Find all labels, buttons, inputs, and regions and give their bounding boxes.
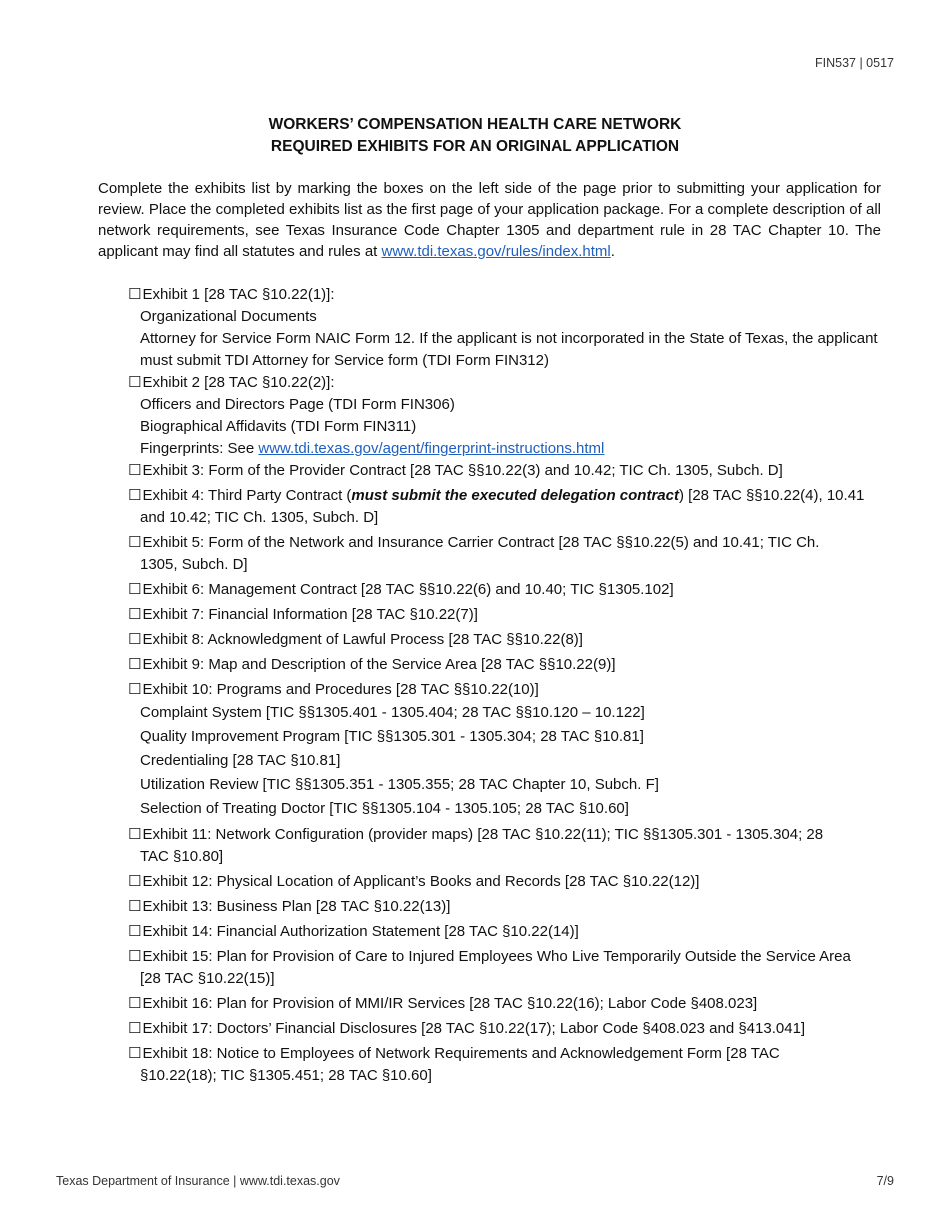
exhibit-5-continuation: 1305, Subch. D] — [140, 556, 248, 573]
exhibit-1 — [128, 284, 888, 372]
exhibit-18-checkbox[interactable]: ☐ — [128, 1045, 142, 1062]
exhibit-18-continuation: §10.22(18); TIC §1305.451; 28 TAC §10.60] — [140, 1067, 432, 1084]
exhibit-4-continuation: and 10.42; TIC Ch. 1305, Subch. D] — [140, 509, 379, 526]
exhibit-15-label: Exhibit 15: Plan for Provision of Care to Injured Employees Who Live Temporarily Outside the Service Area — [142, 948, 851, 965]
rules-link[interactable]: www.tdi.texas.gov/rules/index.html — [381, 243, 611, 260]
document-title — [0, 114, 950, 158]
exhibit-3-label: Exhibit 3: Form of the Provider Contract [28 TAC §§10.22(3) and 10.42; TIC Ch. 1305, Subch. D] — [142, 462, 783, 479]
intro-text: Complete the exhibits list by marking the boxes on the left side of the page prior to submitting your application for review. Place the completed exhibits list as the first page of your application package. For a complete description of all network requirements, see Texas Insurance Code Chapter 1305 and department rule in 28 TAC Chapter 10. The applicant may find all statutes and rules at — [98, 180, 881, 260]
exhibit-1-sub-item: Attorney for Service Form NAIC Form 12. If the applicant is not incorporated in the State of Texas, the applicant must submit TDI Attorney for Service form (TDI Form FIN312) — [140, 330, 878, 369]
exhibit-16-label: Exhibit 16: Plan for Provision of MMI/IR Services [28 TAC §10.22(16); Labor Code §408.023] — [142, 995, 758, 1012]
exhibit-7-checkbox[interactable]: ☐ — [128, 606, 142, 623]
exhibit-4 — [128, 485, 888, 529]
exhibit-5-checkbox[interactable]: ☐ — [128, 534, 142, 551]
exhibit-8-checkbox[interactable]: ☐ — [128, 631, 142, 648]
exhibit-18-label: Exhibit 18: Notice to Employees of Network Requirements and Acknowledgement Form [28 TAC — [142, 1045, 780, 1062]
exhibit-11-label: Exhibit 11: Network Configuration (provider maps) [28 TAC §10.22(11); TIC §§1305.301 - 1305.304; 28 — [142, 826, 824, 843]
exhibit-10-sub-item: Utilization Review [TIC §§1305.351 - 1305.355; 28 TAC Chapter 10, Subch. F] — [140, 776, 659, 793]
exhibit-12-label: Exhibit 12: Physical Location of Applicant’s Books and Records [28 TAC §10.22(12)] — [142, 873, 700, 890]
exhibit-1-label: Exhibit 1 [28 TAC §10.22(1)]: — [142, 286, 335, 303]
footer-agency: Texas Department of Insurance | www.tdi.texas.gov — [56, 1174, 340, 1188]
exhibit-16-checkbox[interactable]: ☐ — [128, 995, 142, 1012]
exhibit-18 — [128, 1043, 888, 1087]
intro-paragraph — [98, 178, 881, 262]
exhibit-15-checkbox[interactable]: ☐ — [128, 948, 142, 965]
exhibit-3 — [128, 460, 888, 482]
exhibit-14-label: Exhibit 14: Financial Authorization Statement [28 TAC §10.22(14)] — [142, 923, 579, 940]
exhibit-2-fingerprints — [128, 438, 888, 460]
exhibit-4-label-start: Exhibit 4: Third Party Contract ( — [142, 487, 352, 504]
exhibit-15 — [128, 946, 888, 990]
exhibit-4-emphasis: must submit the executed delegation contract — [351, 487, 679, 504]
exhibit-2 — [128, 372, 888, 460]
exhibit-10-label: Exhibit 10: Programs and Procedures [28 TAC §§10.22(10)] — [142, 681, 539, 698]
exhibit-13-label: Exhibit 13: Business Plan [28 TAC §10.22(13)] — [142, 898, 451, 915]
exhibit-12-checkbox[interactable]: ☐ — [128, 873, 142, 890]
exhibit-7-label: Exhibit 7: Financial Information [28 TAC §10.22(7)] — [142, 606, 478, 623]
exhibit-2-checkbox[interactable]: ☐ — [128, 374, 142, 391]
exhibit-1-checkbox[interactable]: ☐ — [128, 286, 142, 303]
exhibit-7 — [128, 604, 888, 626]
exhibit-10-sub-item: Credentialing [28 TAC §10.81] — [140, 752, 341, 769]
exhibit-14-checkbox[interactable]: ☐ — [128, 923, 142, 940]
exhibit-15-continuation: [28 TAC §10.22(15)] — [140, 970, 275, 987]
exhibit-13 — [128, 896, 888, 918]
fingerprints-label: Fingerprints: See — [140, 440, 259, 457]
exhibit-16 — [128, 993, 888, 1015]
exhibit-14 — [128, 921, 888, 943]
exhibit-5 — [128, 532, 888, 576]
exhibit-2-label: Exhibit 2 [28 TAC §10.22(2)]: — [142, 374, 335, 391]
exhibit-11-continuation: TAC §10.80] — [140, 848, 224, 865]
exhibit-17-checkbox[interactable]: ☐ — [128, 1020, 142, 1037]
exhibit-11 — [128, 824, 888, 868]
exhibit-9-label: Exhibit 9: Map and Description of the Service Area [28 TAC §§10.22(9)] — [142, 656, 616, 673]
exhibit-5-label: Exhibit 5: Form of the Network and Insurance Carrier Contract [28 TAC §§10.22(5) and 10.41; TIC Ch. — [142, 534, 820, 551]
exhibit-10-sub-item: Quality Improvement Program [TIC §§1305.301 - 1305.304; 28 TAC §10.81] — [140, 728, 644, 745]
exhibit-13-checkbox[interactable]: ☐ — [128, 898, 142, 915]
exhibit-2-sub-item: Biographical Affidavits (TDI Form FIN311) — [140, 418, 417, 435]
exhibits-list — [128, 284, 888, 1090]
form-id: FIN537 | 0517 — [815, 56, 894, 70]
exhibit-11-checkbox[interactable]: ☐ — [128, 826, 142, 843]
title-line-1: WORKERS’ COMPENSATION HEALTH CARE NETWORK — [268, 116, 682, 133]
exhibit-6-label: Exhibit 6: Management Contract [28 TAC §§10.22(6) and 10.40; TIC §1305.102] — [142, 581, 674, 598]
fingerprint-instructions-link[interactable]: www.tdi.texas.gov/agent/fingerprint-instructions.html — [258, 440, 605, 457]
exhibit-12 — [128, 871, 888, 893]
exhibit-8 — [128, 629, 888, 651]
exhibit-10-sub-item: Selection of Treating Doctor [TIC §§1305.104 - 1305.105; 28 TAC §10.60] — [140, 800, 629, 817]
exhibit-10-checkbox[interactable]: ☐ — [128, 681, 142, 698]
exhibit-6 — [128, 579, 888, 601]
exhibit-10-sub-item: Complaint System [TIC §§1305.401 - 1305.404; 28 TAC §§10.120 – 10.122] — [140, 704, 645, 721]
exhibit-8-label: Exhibit 8: Acknowledgment of Lawful Process [28 TAC §§10.22(8)] — [142, 631, 583, 648]
exhibit-6-checkbox[interactable]: ☐ — [128, 581, 142, 598]
exhibit-9 — [128, 654, 888, 676]
exhibit-9-checkbox[interactable]: ☐ — [128, 656, 142, 673]
title-line-2: REQUIRED EXHIBITS FOR AN ORIGINAL APPLICATION — [270, 138, 680, 155]
exhibit-3-checkbox[interactable]: ☐ — [128, 462, 142, 479]
exhibit-2-sub-item: Officers and Directors Page (TDI Form FIN306) — [140, 396, 455, 413]
exhibit-17 — [128, 1018, 888, 1040]
exhibit-4-checkbox[interactable]: ☐ — [128, 487, 142, 504]
footer-page-number: 7/9 — [876, 1174, 894, 1188]
exhibit-17-label: Exhibit 17: Doctors’ Financial Disclosures [28 TAC §10.22(17); Labor Code §408.023 and §413.041] — [142, 1020, 806, 1037]
exhibit-1-sub-item: Organizational Documents — [140, 308, 317, 325]
exhibit-4-label-end: ) [28 TAC §§10.22(4), 10.41 — [678, 487, 865, 504]
intro-end: . — [610, 243, 615, 260]
exhibit-10 — [128, 679, 888, 821]
